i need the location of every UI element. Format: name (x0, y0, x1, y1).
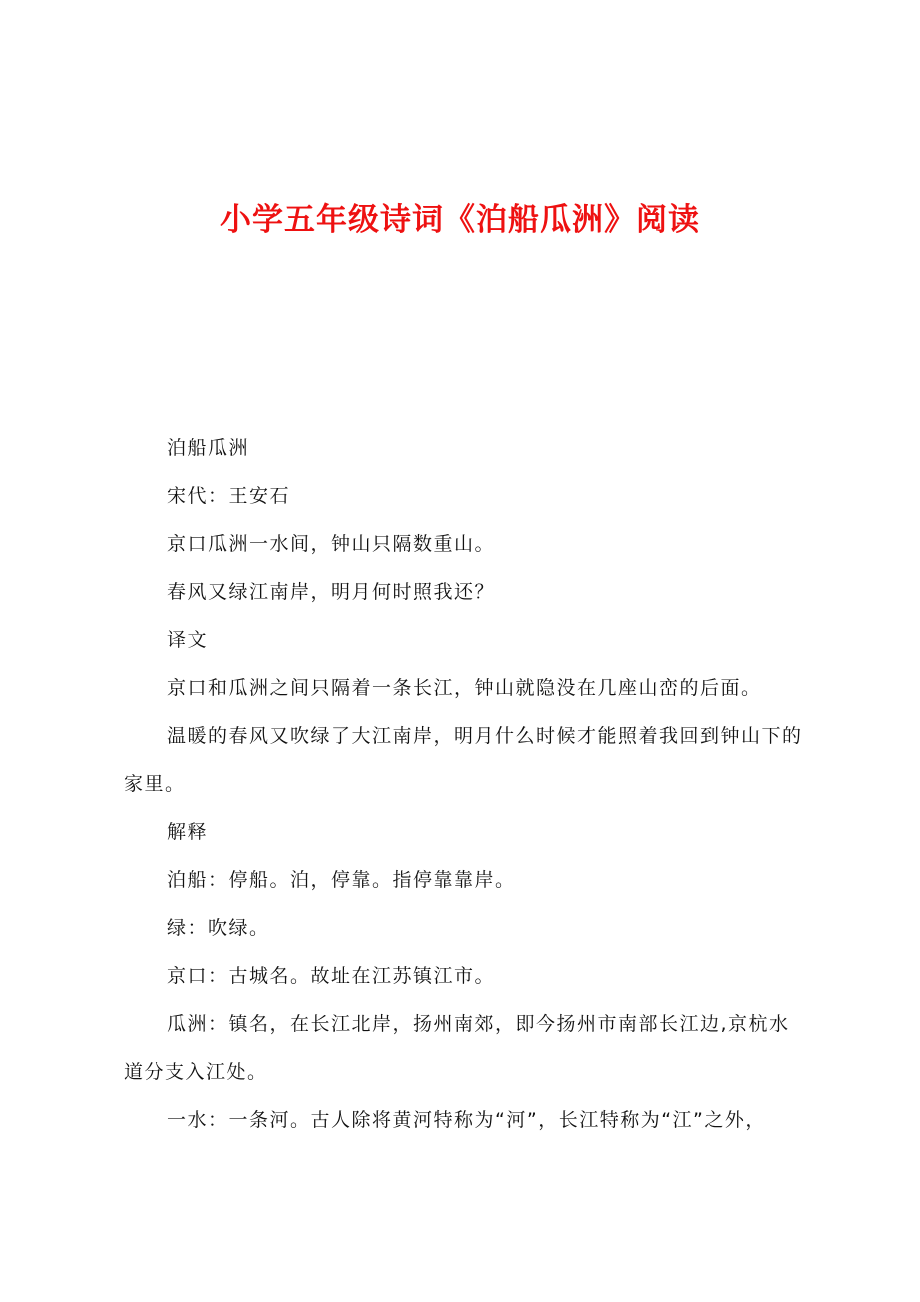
section-heading-translation: 译文 (167, 629, 209, 651)
explanation-item: 泊船：停船。泊，停靠。指停靠靠岸。 (167, 869, 516, 891)
explanation-item: 京口：古城名。故址在江苏镇江市。 (167, 965, 496, 987)
translation-paragraph: 京口和瓜洲之间只隔着一条长江，钟山就隐没在几座山峦的后面。 (167, 677, 762, 699)
explanation-item: 瓜洲：镇名，在长江北岸，扬州南郊，即今扬州市南部长江边,京杭水道分支入江处。 (124, 1013, 790, 1083)
poem-line-1: 京口瓜洲一水间，钟山只隔数重山。 (167, 533, 496, 555)
poem-author: 宋代：王安石 (167, 485, 291, 507)
translation-paragraph: 温暖的春风又吹绿了大江南岸，明月什么时候才能照着我回到钟山下的家里。 (124, 725, 803, 795)
document-title: 小学五年级诗词《泊船瓜洲》阅读 (220, 202, 700, 238)
section-heading-explanation: 解释 (167, 821, 209, 843)
explanation-item: 一水：一条河。古人除将黄河特称为“河”，长江特称为“江”之外， (167, 1109, 766, 1131)
explanation-item: 绿：吹绿。 (167, 917, 270, 939)
document-body (124, 424, 804, 1144)
poem-line-2: 春风又绿江南岸，明月何时照我还？ (167, 581, 496, 603)
poem-title: 泊船瓜洲 (167, 437, 250, 459)
